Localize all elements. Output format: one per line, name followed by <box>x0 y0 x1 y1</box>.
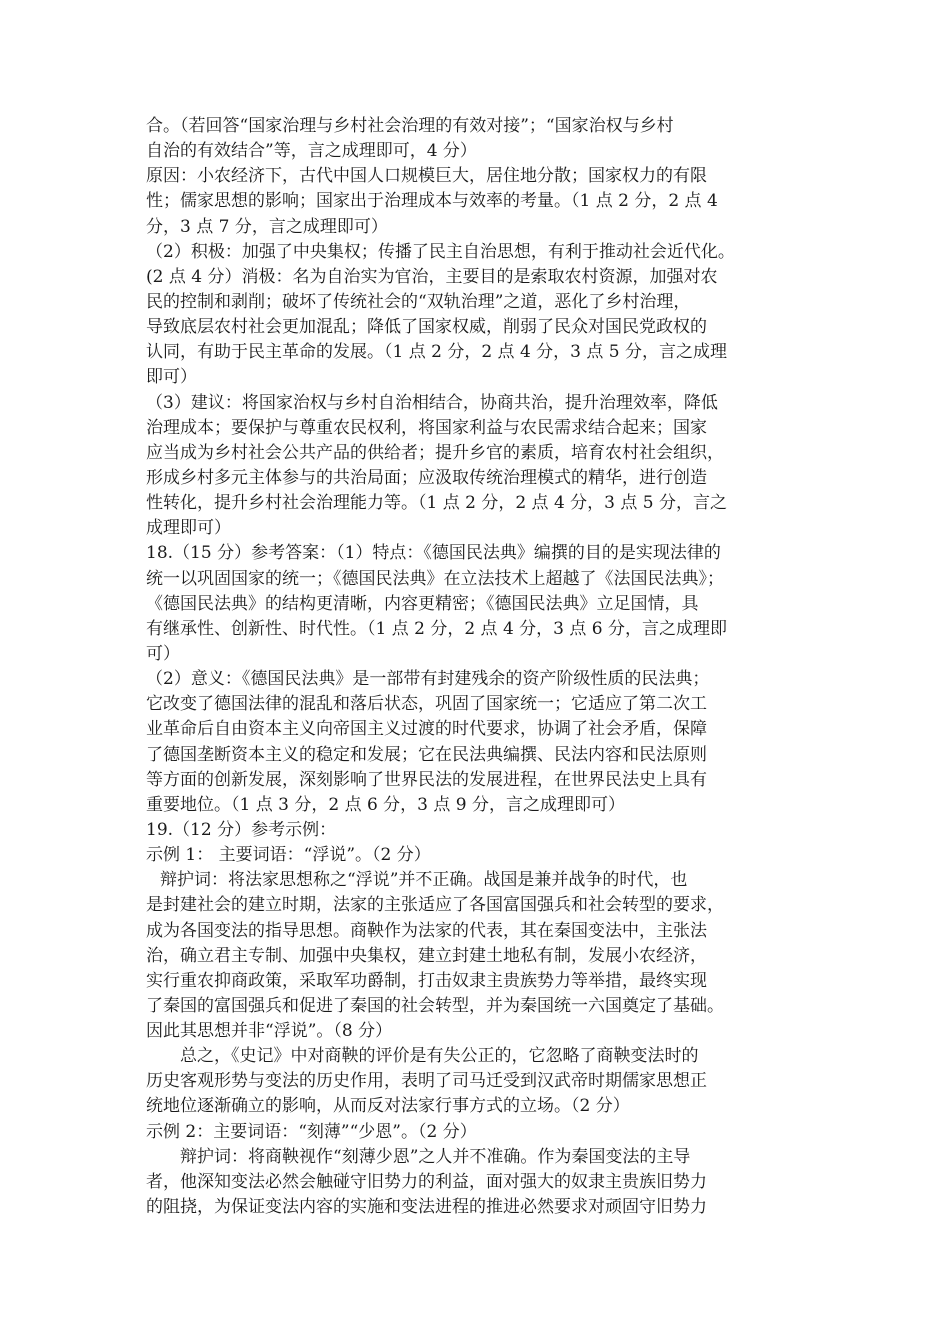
text-line: 者，他深知变法必然会触碰守旧势力的利益，面对强大的奴隶主贵族旧势力 <box>146 1171 707 1192</box>
text-line: 原因：小农经济下，古代中国人口规模巨大，居住地分散；国家权力的有限 <box>146 166 707 187</box>
text-line: 19.（12 分）参考示例： <box>146 819 337 840</box>
text-line: 示例 1： 主要词语：“浮说”。（2 分） <box>146 845 431 866</box>
text-line: 历史客观形势与变法的历史作用，表明了司马迁受到汉武帝时期儒家思想正 <box>146 1071 707 1092</box>
text-line: 统一以巩固国家的统一；《德国民法典》在立法技术上超越了《法国民法典》； <box>146 568 724 589</box>
text-line: 可） <box>146 643 180 664</box>
text-line: 它改变了德国法律的混乱和落后状态，巩固了国家统一；它适应了第二次工 <box>146 694 707 715</box>
text-line: 导致底层农村社会更加混乱；降低了国家权威，削弱了民众对国民党政权的 <box>146 317 707 338</box>
text-line: 是封建社会的建立时期，法家的主张适应了各国富国强兵和社会转型的要求， <box>146 895 724 916</box>
text-line: 成为各国变法的指导思想。商鞅作为法家的代表，其在秦国变法中，主张法 <box>146 920 707 941</box>
text-line: 合。（若回答“国家治理与乡村社会治理的有效对接”；“国家治权与乡村 <box>146 116 674 136</box>
text-line: 即可） <box>146 367 197 388</box>
text-line: 辩护词：将法家思想称之“浮说”并不正确。战国是兼并战争的时代，也 <box>160 870 688 891</box>
text-line: 性；儒家思想的影响；国家出于治理成本与效率的考量。（1 点 2 分，2 点 4 <box>146 191 718 212</box>
answer-text-block <box>146 114 814 1220</box>
text-line: 治，确立君主专制、加强中央集权，建立封建土地私有制，发展小农经济， <box>146 945 707 966</box>
text-line: 形成乡村多元主体参与的共治局面；应汲取传统治理模式的精华，进行创造 <box>146 467 707 488</box>
text-line: 应当成为乡村社会公共产品的供给者；提升乡官的素质，培育农村社会组织， <box>146 442 724 463</box>
text-line: （3）建议：将国家治权与乡村自治相结合，协商共治，提升治理效率，降低 <box>146 392 718 413</box>
text-line: 业革命后自由资本主义向帝国主义过渡的时代要求，协调了社会矛盾，保障 <box>146 719 707 740</box>
text-line: 有继承性、创新性、时代性。（1 点 2 分，2 点 4 分，3 点 6 分，言之成理即 <box>146 618 728 639</box>
text-line: 治理成本；要保护与尊重农民权利，将国家利益与农民需求结合起来；国家 <box>146 417 707 438</box>
text-line: 总之，《史记》中对商鞅的评价是有失公正的，它忽略了商鞅变法时的 <box>180 1046 699 1067</box>
text-line: 统地位逐渐确立的影响，从而反对法家行事方式的立场。（2 分） <box>146 1096 630 1117</box>
text-line: 因此其思想并非“浮说”。（8 分） <box>146 1021 393 1042</box>
text-line: 辩护词：将商鞅视作“刻薄少恩”之人并不准确。作为秦国变法的主导 <box>180 1146 691 1167</box>
text-line: 示例 2：主要词语：“刻薄”“少恩”。（2 分） <box>146 1121 477 1142</box>
text-line: 等方面的创新发展，深刻影响了世界民法的发展进程，在世界民法史上具有 <box>146 769 707 790</box>
text-line: 《德国民法典》的结构更清晰，内容更精密；《德国民法典》立足国情，具 <box>146 593 699 614</box>
text-line: 分，3 点 7 分，言之成理即可） <box>146 216 388 237</box>
text-line: 了德国垄断资本主义的稳定和发展；它在民法典编撰、民法内容和民法原则 <box>146 744 707 765</box>
text-line: （2）积极：加强了中央集权；传播了民主自治思想，有利于推动社会近代化。 <box>146 241 735 262</box>
text-line: 了秦国的富国强兵和促进了秦国的社会转型，并为秦国统一六国奠定了基础。 <box>146 995 724 1016</box>
text-line: 18.（15 分）参考答案：（1）特点：《德国民法典》编撰的目的是实现法律的 <box>146 543 721 564</box>
text-line: 的阻挠，为保证变法内容的实施和变法进程的推进必然要求对顽固守旧势力 <box>146 1197 707 1218</box>
text-line: 自治的有效结合”等，言之成理即可，4 分） <box>146 141 477 162</box>
text-line: 重要地位。（1 点 3 分，2 点 6 分，3 点 9 分，言之成理即可） <box>146 794 626 815</box>
text-line: 实行重农抑商政策，采取军功爵制，打击奴隶主贵族势力等举措，最终实现 <box>146 970 707 991</box>
text-line: 性转化，提升乡村社会治理能力等。（1 点 2 分，2 点 4 分，3 点 5 分，言之 <box>146 493 728 514</box>
text-line: 认同，有助于民主革命的发展。（1 点 2 分，2 点 4 分，3 点 5 分，言之成理 <box>146 342 728 363</box>
text-line: (2 点 4 分）消极：名为自治实为官治，主要目的是索取农村资源，加强对农 <box>146 266 718 287</box>
text-line: 民的控制和剥削；破坏了传统社会的“双轨治理”之道，恶化了乡村治理， <box>146 291 691 312</box>
text-line: （2）意义：《德国民法典》是一部带有封建残余的资产阶级性质的民法典； <box>146 669 710 690</box>
text-line: 成理即可） <box>146 518 231 539</box>
